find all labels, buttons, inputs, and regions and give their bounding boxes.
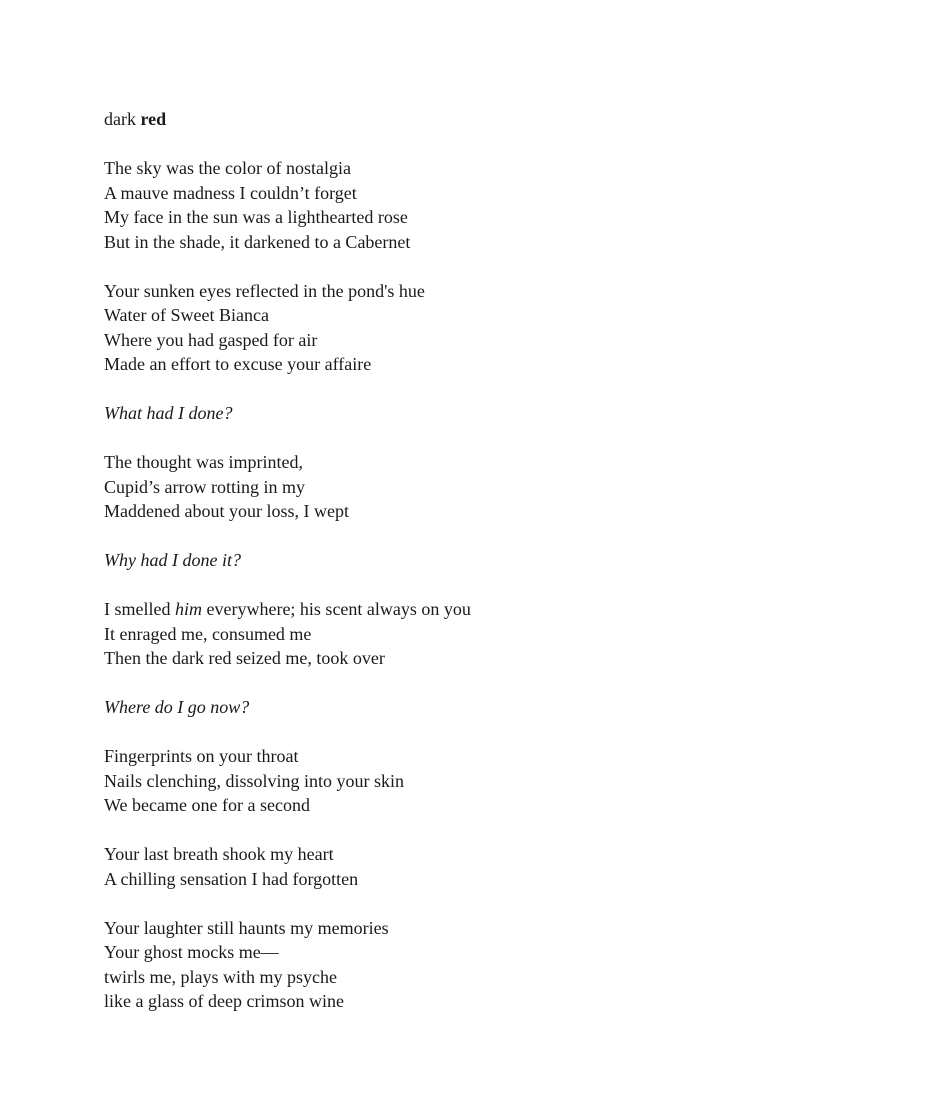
- poem-line: Fingerprints on your throat: [104, 746, 299, 766]
- poem-line: A mauve madness I couldn’t forget: [104, 182, 357, 203]
- poem-line: Where you had gasped for air: [104, 329, 318, 350]
- refrain-line: Why had I done it?: [104, 550, 241, 570]
- stanza-9: [104, 842, 884, 891]
- refrain-line: What had I done?: [104, 403, 233, 423]
- poem-line: It enraged me, consumed me: [104, 623, 312, 644]
- mixed-after: everywhere; his scent always on you: [201, 599, 471, 619]
- poem-line: But in the shade, it darkened to a Cabernet: [104, 231, 411, 252]
- poem-line: Your ghost mocks me—: [104, 942, 279, 962]
- poem-line: Made an effort to excuse your affaire: [104, 354, 372, 374]
- poem-page: [104, 107, 884, 1014]
- mixed-before: I smelled: [104, 599, 175, 619]
- poem-line: Maddened about your loss, I wept: [104, 501, 349, 521]
- poem-line: Then the dark red seized me, took over: [104, 648, 385, 668]
- stanza-2: [104, 279, 884, 377]
- poem-line: Your laughter still haunts my memories: [104, 917, 389, 938]
- poem-title-bold: red: [140, 109, 167, 129]
- mixed-italic: him: [174, 599, 202, 619]
- poem-title: [104, 107, 884, 132]
- stanza-8: [104, 744, 884, 818]
- stanza-7-refrain: [104, 695, 884, 720]
- stanza-1: [104, 156, 884, 254]
- stanza-10: [104, 916, 884, 1014]
- poem-line: Your sunken eyes reflected in the pond's hue: [104, 280, 425, 301]
- poem-line: Nails clenching, dissolving into your skin: [104, 770, 404, 791]
- poem-title-plain: dark: [104, 109, 141, 129]
- poem-line: like a glass of deep crimson wine: [104, 991, 344, 1011]
- stanza-6: [104, 597, 884, 671]
- poem-line: The thought was imprinted,: [104, 452, 303, 472]
- poem-line: My face in the sun was a lighthearted rose: [104, 207, 408, 227]
- stanza-5-refrain: [104, 548, 884, 573]
- poem-line: Cupid’s arrow rotting in my: [104, 476, 305, 497]
- refrain-line: Where do I go now?: [104, 697, 250, 717]
- poem-line: The sky was the color of nostalgia: [104, 158, 351, 178]
- stanza-4: [104, 450, 884, 524]
- poem-line: Water of Sweet Bianca: [104, 305, 269, 325]
- poem-line: twirls me, plays with my psyche: [104, 966, 337, 987]
- poem-line: We became one for a second: [104, 795, 310, 815]
- stanza-3-refrain: [104, 401, 884, 426]
- poem-line: Your last breath shook my heart: [104, 844, 334, 864]
- poem-line-mixed: [104, 597, 884, 622]
- poem-line: A chilling sensation I had forgotten: [104, 868, 359, 889]
